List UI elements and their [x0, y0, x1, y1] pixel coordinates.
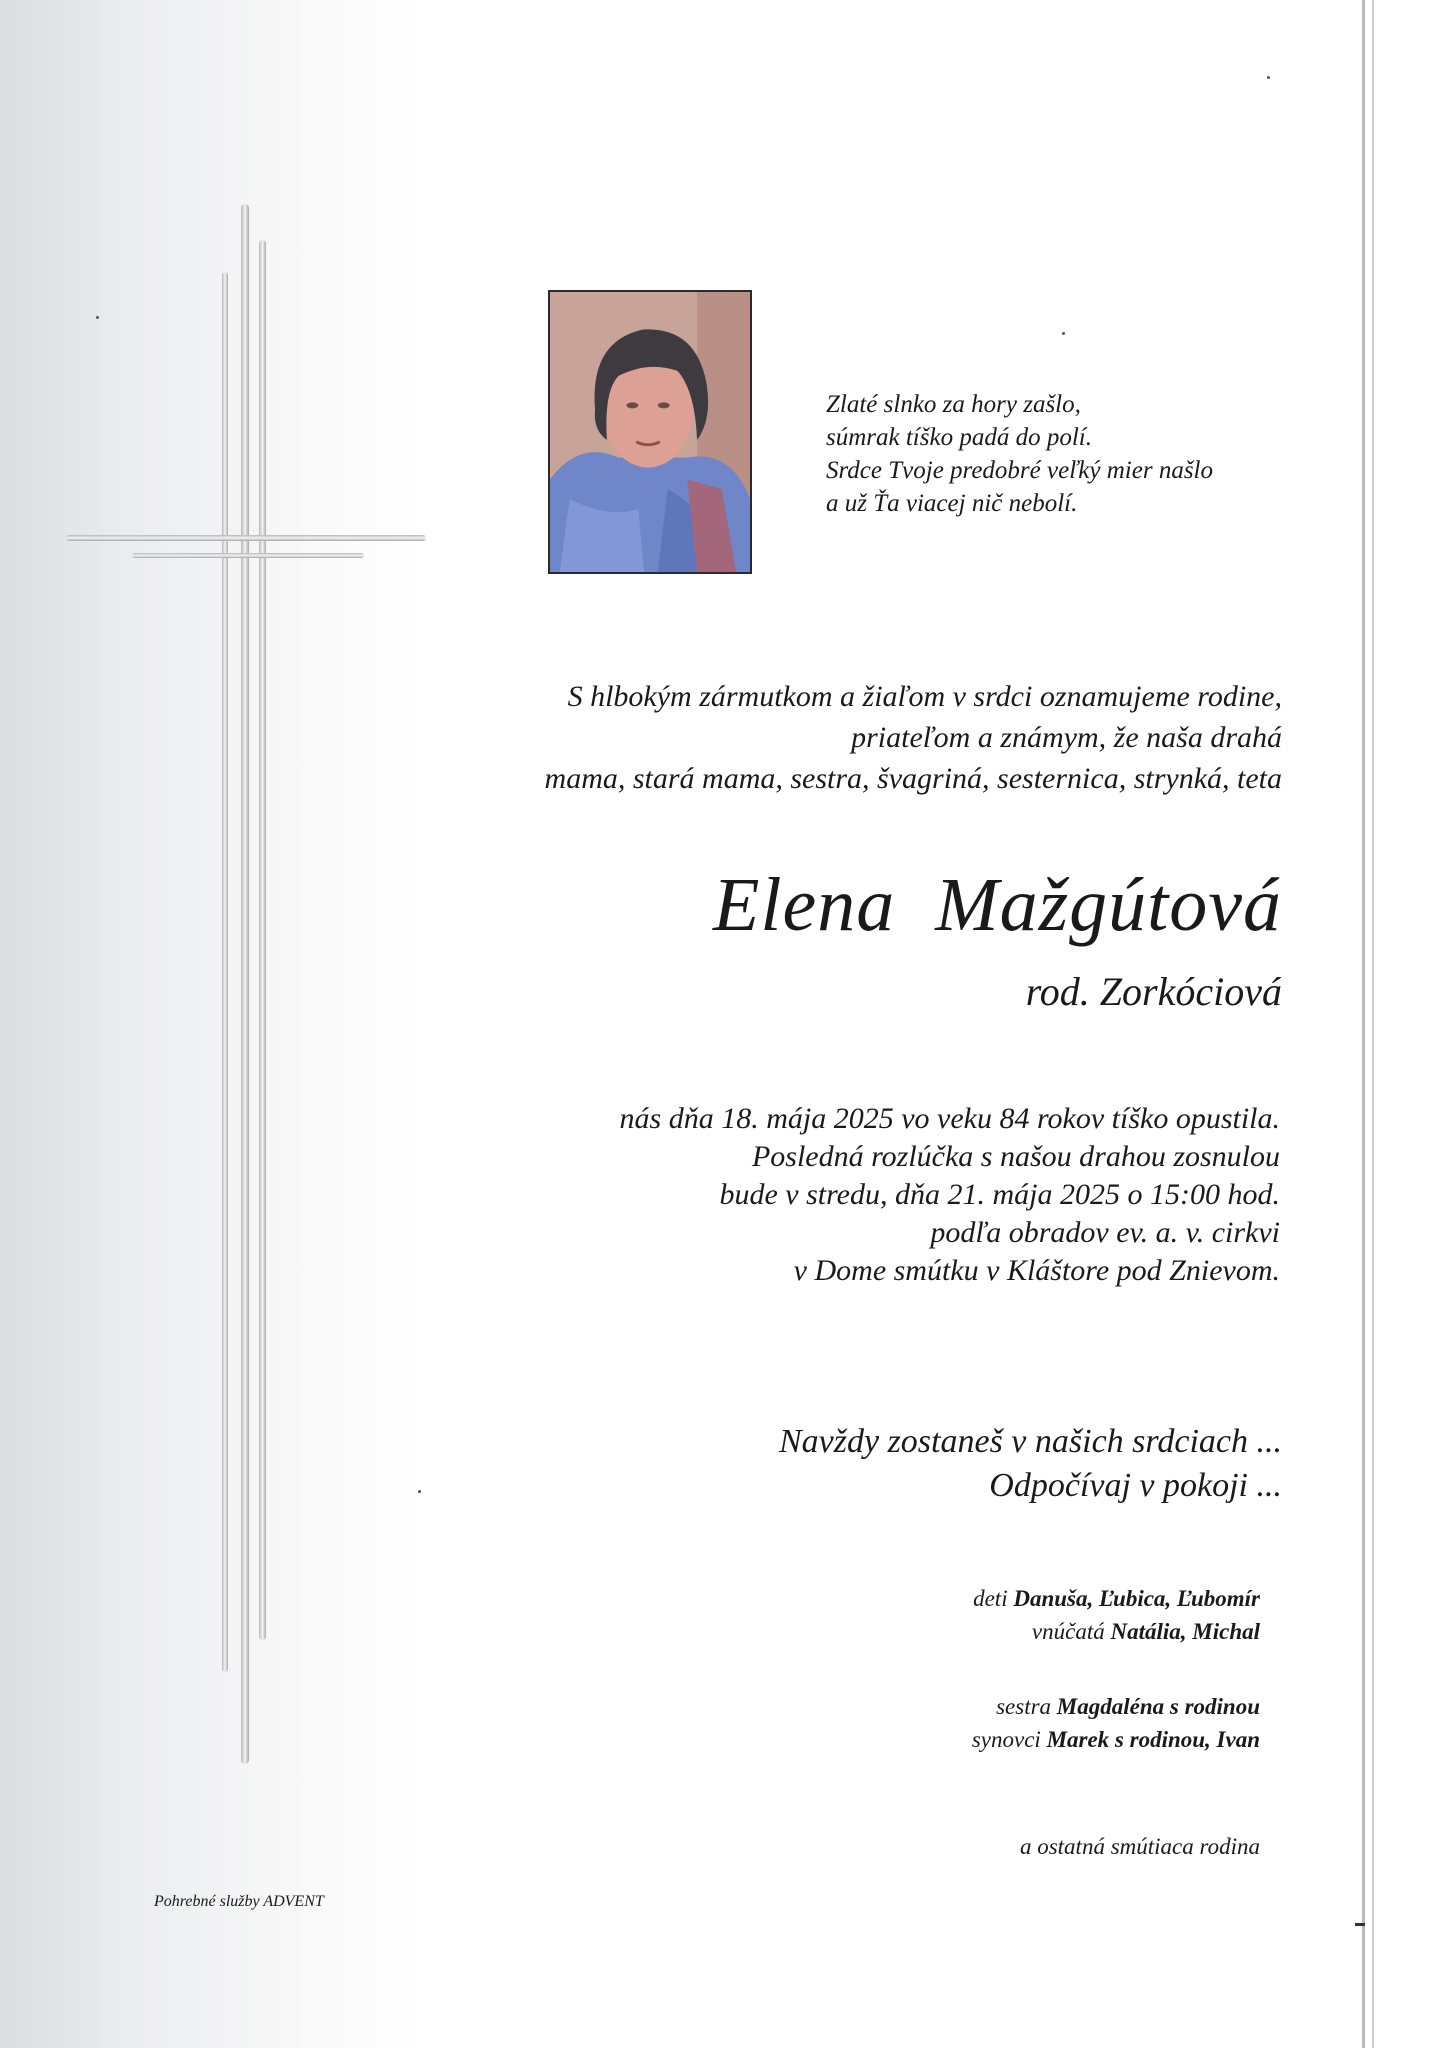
poem-line: a už Ťa viacej nič nebolí. — [826, 490, 1078, 517]
details-line: nás dňa 18. mája 2025 vo veku 84 rokov tíško opustila. — [619, 1102, 1280, 1135]
details-line: podľa obradov ev. a. v. cirkvi — [930, 1216, 1280, 1249]
mourners-nephews — [640, 1723, 1260, 1756]
mourners-children — [640, 1582, 1260, 1615]
closing-line: Navždy zostaneš v našich srdciach ... — [778, 1423, 1282, 1460]
closing-words — [560, 1420, 1282, 1508]
children-prefix: deti — [973, 1586, 1008, 1611]
mourners-sister — [640, 1690, 1260, 1723]
announcement-line: priateľom a známym, že naša drahá — [851, 721, 1282, 754]
page-edge-line — [1362, 0, 1365, 2048]
sister-names: Magdaléna s rodinou — [1056, 1694, 1260, 1719]
scan-speck — [96, 316, 99, 319]
children-names: Danuša, Ľubica, Ľubomír — [1013, 1586, 1260, 1611]
mourners-relatives — [640, 1690, 1260, 1756]
mourners-family-line: a ostatná smútiaca rodina — [1019, 1834, 1260, 1859]
maiden-name: rod. Zorkóciová — [1025, 969, 1282, 1014]
poem-line: Srdce Tvoje predobré veľký mier našlo — [826, 457, 1213, 484]
poem — [826, 388, 1286, 520]
poem-line: súmrak tíško padá do polí. — [826, 424, 1092, 451]
scan-speck — [1267, 76, 1270, 79]
cross-vertical-bar-3 — [222, 272, 228, 1672]
portrait-illustration — [550, 292, 750, 572]
scan-speck — [1062, 332, 1065, 335]
mourners-children-grandchildren — [640, 1582, 1260, 1648]
details-line: Posledná rozlúčka s našou drahou zosnulou — [751, 1140, 1280, 1173]
page-left-shading — [0, 0, 420, 2048]
page-edge-line-inner — [1372, 0, 1374, 2048]
sister-prefix: sestra — [996, 1694, 1052, 1719]
cross-horizontal-bar-2 — [132, 553, 364, 558]
nephews-names: Marek s rodinou, Ivan — [1046, 1727, 1260, 1752]
grandchildren-prefix: vnúčatá — [1031, 1619, 1105, 1644]
announcement-text — [380, 676, 1282, 799]
deceased-name: Elena Mažgútová — [712, 863, 1282, 947]
funeral-details — [380, 1100, 1280, 1290]
announcement-line: mama, stará mama, sestra, švagriná, sesternica, strynká, teta — [544, 762, 1282, 795]
poem-line: Zlaté slnko za hory zašlo, — [826, 391, 1081, 418]
funeral-service-credit: Pohrebné služby ADVENT — [154, 1893, 324, 1910]
details-line: bude v stredu, dňa 21. mája 2025 o 15:00 hod. — [719, 1178, 1280, 1211]
cross-vertical-bar-2 — [259, 240, 266, 1640]
mourners-grandchildren — [640, 1615, 1260, 1648]
portrait-photo — [548, 290, 752, 574]
cross-horizontal-bar-1 — [66, 535, 426, 541]
grandchildren-names: Natália, Michal — [1110, 1619, 1260, 1644]
cross-vertical-bar-1 — [241, 204, 249, 1764]
scan-speck — [418, 1490, 421, 1493]
page-edge-mark — [1355, 1923, 1365, 1926]
nephews-prefix: synovci — [971, 1727, 1041, 1752]
mourners-family — [640, 1830, 1260, 1863]
closing-line: Odpočívaj v pokoji ... — [989, 1467, 1282, 1504]
details-line: v Dome smútku v Kláštore pod Znievom. — [793, 1254, 1280, 1287]
announcement-line: S hlbokým zármutkom a žiaľom v srdci oznamujeme rodine, — [567, 680, 1282, 713]
